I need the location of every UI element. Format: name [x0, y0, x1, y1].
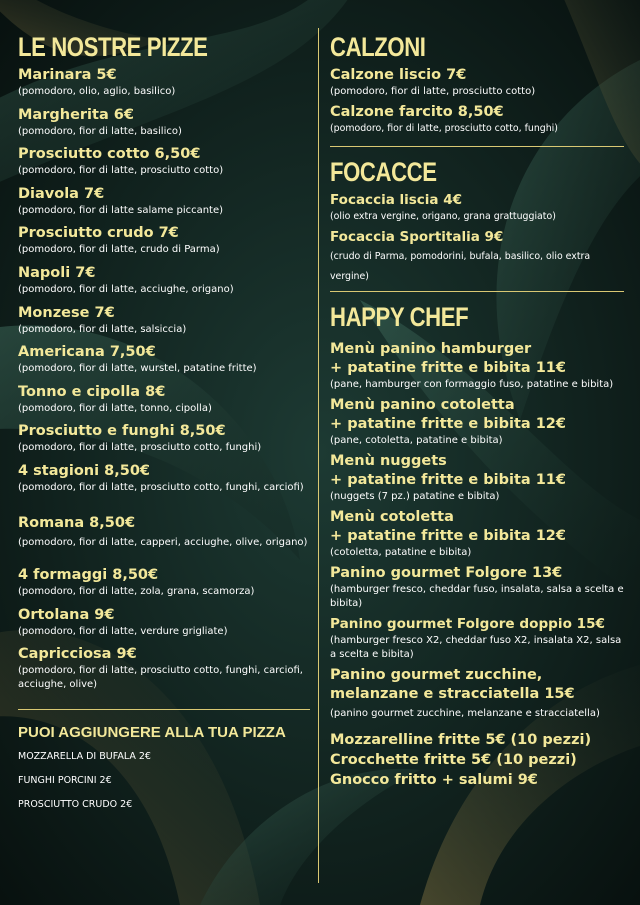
extras-title: PUOI AGGIUNGERE ALLA TUA PIZZA — [18, 724, 286, 742]
fried-item: Crocchette fritte 5€ (10 pezzi) — [330, 752, 577, 768]
pizza-item — [18, 185, 310, 225]
focacce-divider — [330, 291, 624, 292]
pizza-name: Americana 7,50€ — [18, 344, 156, 361]
menu-name: Panino gourmet Folgore doppio 15€ — [330, 616, 606, 632]
pizza-name: Tonno e cipolla 8€ — [18, 383, 166, 400]
pizza-desc: (pomodoro, olio, aglio, basilico) — [18, 86, 176, 97]
menu-desc: (pane, hamburger con formaggio fuso, patatine e bibita) — [330, 379, 614, 390]
focaccia-item — [330, 228, 624, 287]
pizza-name: Prosciutto e funghi 8,50€ — [18, 423, 226, 440]
pizza-desc: (pomodoro, fior di latte, wurstel, patatine fritte) — [18, 363, 257, 375]
pizze-title: LE NOSTRE PIZZE — [18, 32, 208, 62]
fried-list — [330, 730, 624, 790]
pizza-name: Prosciutto cotto 6,50€ — [18, 146, 201, 163]
pizza-desc: (pomodoro, fior di latte, prosciutto cotto) — [18, 165, 224, 177]
pizza-name: 4 formaggi 8,50€ — [18, 566, 159, 583]
menu-item — [330, 666, 624, 724]
fried-item: Gnocco fritto + salumi 9€ — [330, 772, 538, 788]
pizza-desc: (pomodoro, fior di latte salame piccante) — [18, 204, 224, 216]
pizza-desc: (pomodoro, fior di latte, tonno, cipolla) — [18, 402, 212, 414]
menu-item — [330, 615, 624, 662]
pizza-name: 4 stagioni 8,50€ — [18, 462, 151, 479]
menu-item — [330, 396, 624, 448]
calzone-item — [330, 66, 624, 99]
pizze-list — [18, 66, 310, 697]
menu-name-cont: + patatine fritte e bibita 12€ — [330, 416, 566, 432]
pizza-item — [18, 566, 310, 606]
calzone-item — [330, 103, 624, 136]
pizza-desc: (pomodoro, fior di latte, crudo di Parma) — [18, 244, 220, 256]
menu-desc: (panino gourmet zucchine, melanzane e stracciatella) — [330, 708, 600, 719]
pizza-item — [18, 606, 310, 646]
pizza-desc: (pomodoro, fior di latte, basilico) — [18, 125, 182, 137]
menu-item — [330, 452, 624, 504]
pizza-desc: (pomodoro, fior di latte, prosciutto cotto, funghi, carciofi, acciughe, olive) — [18, 665, 303, 691]
extra-item: MOZZARELLA DI BUFALA 2€ — [18, 751, 151, 763]
pizza-item — [18, 462, 310, 514]
pizza-item — [18, 224, 310, 264]
left-column — [18, 28, 310, 817]
menu-item — [330, 340, 624, 392]
pizza-desc: (pomodoro, fior di latte, acciughe, origano) — [18, 283, 234, 295]
pizza-name: Napoli 7€ — [18, 264, 96, 281]
pizza-desc: (pomodoro, fior di latte, verdure grigliate) — [18, 625, 228, 637]
menu-desc: (cotoletta, patatine e bibita) — [330, 547, 472, 558]
pizza-item — [18, 106, 310, 146]
menu-name: Panino gourmet Folgore 13€ — [330, 565, 563, 581]
pizza-item — [18, 514, 310, 566]
pizza-desc: (pomodoro, fior di latte, salsiccia) — [18, 323, 187, 335]
calzone-name: Calzone liscio 7€ — [330, 67, 467, 83]
pizza-name: Prosciutto crudo 7€ — [18, 225, 179, 242]
focaccia-desc: (olio extra vergine, origano, grana grattuggiato) — [330, 211, 556, 222]
menu-name-cont: melanzane e stracciatella 15€ — [330, 686, 575, 702]
pizza-name: Monzese 7€ — [18, 304, 115, 321]
pizza-name: Margherita 6€ — [18, 106, 134, 123]
focacce-title: FOCACCE — [330, 157, 437, 187]
focaccia-desc: (crudo di Parma, pomodorini, bufala, basilico, olio extra vergine) — [330, 251, 591, 282]
column-divider — [318, 28, 319, 883]
focaccia-name: Focaccia liscia 4€ — [330, 192, 463, 208]
pizza-item — [18, 304, 310, 344]
pizza-item — [18, 422, 310, 462]
calzone-desc: (pomodoro, fior di latte, prosciutto cotto) — [330, 86, 536, 97]
menu-name: Menù panino hamburger — [330, 341, 532, 357]
fried-item: Mozzarelline fritte 5€ (10 pezzi) — [330, 732, 592, 748]
pizza-item — [18, 66, 310, 106]
pizza-name: Romana 8,50€ — [18, 514, 136, 531]
pizza-desc: (pomodoro, fior di latte, capperi, acciughe, olive, origano) — [18, 536, 308, 548]
menu-name-cont: + patatine fritte e bibita 11€ — [330, 360, 566, 376]
menu-name: Panino gourmet zucchine, — [330, 667, 543, 683]
calzoni-divider — [330, 146, 624, 147]
menu-name: Menù nuggets — [330, 453, 447, 469]
focaccia-name: Focaccia Sportitalia 9€ — [330, 229, 504, 245]
menu-item — [330, 564, 624, 611]
pizza-item — [18, 145, 310, 185]
menu-desc: (nuggets (7 pz.) patatine e bibita) — [330, 491, 500, 502]
extra-item: PROSCIUTTO CRUDO 2€ — [18, 799, 133, 811]
extra-item: FUNGHI PORCINI 2€ — [18, 775, 112, 787]
pizza-item — [18, 383, 310, 423]
pizza-item — [18, 264, 310, 304]
pizza-name: Ortolana 9€ — [18, 606, 115, 623]
calzone-desc: (pomodoro, fior di latte, prosciutto cotto, funghi) — [330, 123, 558, 134]
menu-item — [330, 508, 624, 560]
calzone-name: Calzone farcito 8,50€ — [330, 104, 504, 120]
pizza-desc: (pomodoro, fior di latte, prosciutto cotto, funghi, carciofi) — [18, 481, 304, 493]
menu-name-cont: + patatine fritte e bibita 11€ — [330, 472, 566, 488]
menu-name-cont: + patatine fritte e bibita 12€ — [330, 528, 566, 544]
pizza-desc: (pomodoro, fior di latte, zola, grana, scamorza) — [18, 585, 255, 597]
right-column — [330, 28, 624, 790]
happy-chef-title: HAPPY CHEF — [330, 302, 469, 332]
pizza-name: Diavola 7€ — [18, 185, 105, 202]
menu-name: Menù cotoletta — [330, 509, 454, 525]
menu-desc: (hamburger fresco, cheddar fuso, insalata, salsa a scelta e bibita) — [330, 584, 624, 609]
focaccia-item — [330, 191, 624, 224]
extras-divider — [18, 709, 310, 710]
menu-desc: (pane, cotoletta, patatine e bibita) — [330, 435, 503, 446]
pizza-name: Marinara 5€ — [18, 67, 117, 83]
calzoni-title: CALZONI — [330, 32, 426, 62]
pizza-desc: (pomodoro, fior di latte, prosciutto cotto, funghi) — [18, 442, 262, 454]
menu-desc: (hamburger fresco X2, cheddar fuso X2, insalata X2, salsa a scelta e bibita) — [330, 635, 622, 660]
pizza-name: Capricciosa 9€ — [18, 646, 137, 663]
menu-name: Menù panino cotoletta — [330, 397, 515, 413]
pizza-item — [18, 343, 310, 383]
pizza-item — [18, 645, 310, 697]
